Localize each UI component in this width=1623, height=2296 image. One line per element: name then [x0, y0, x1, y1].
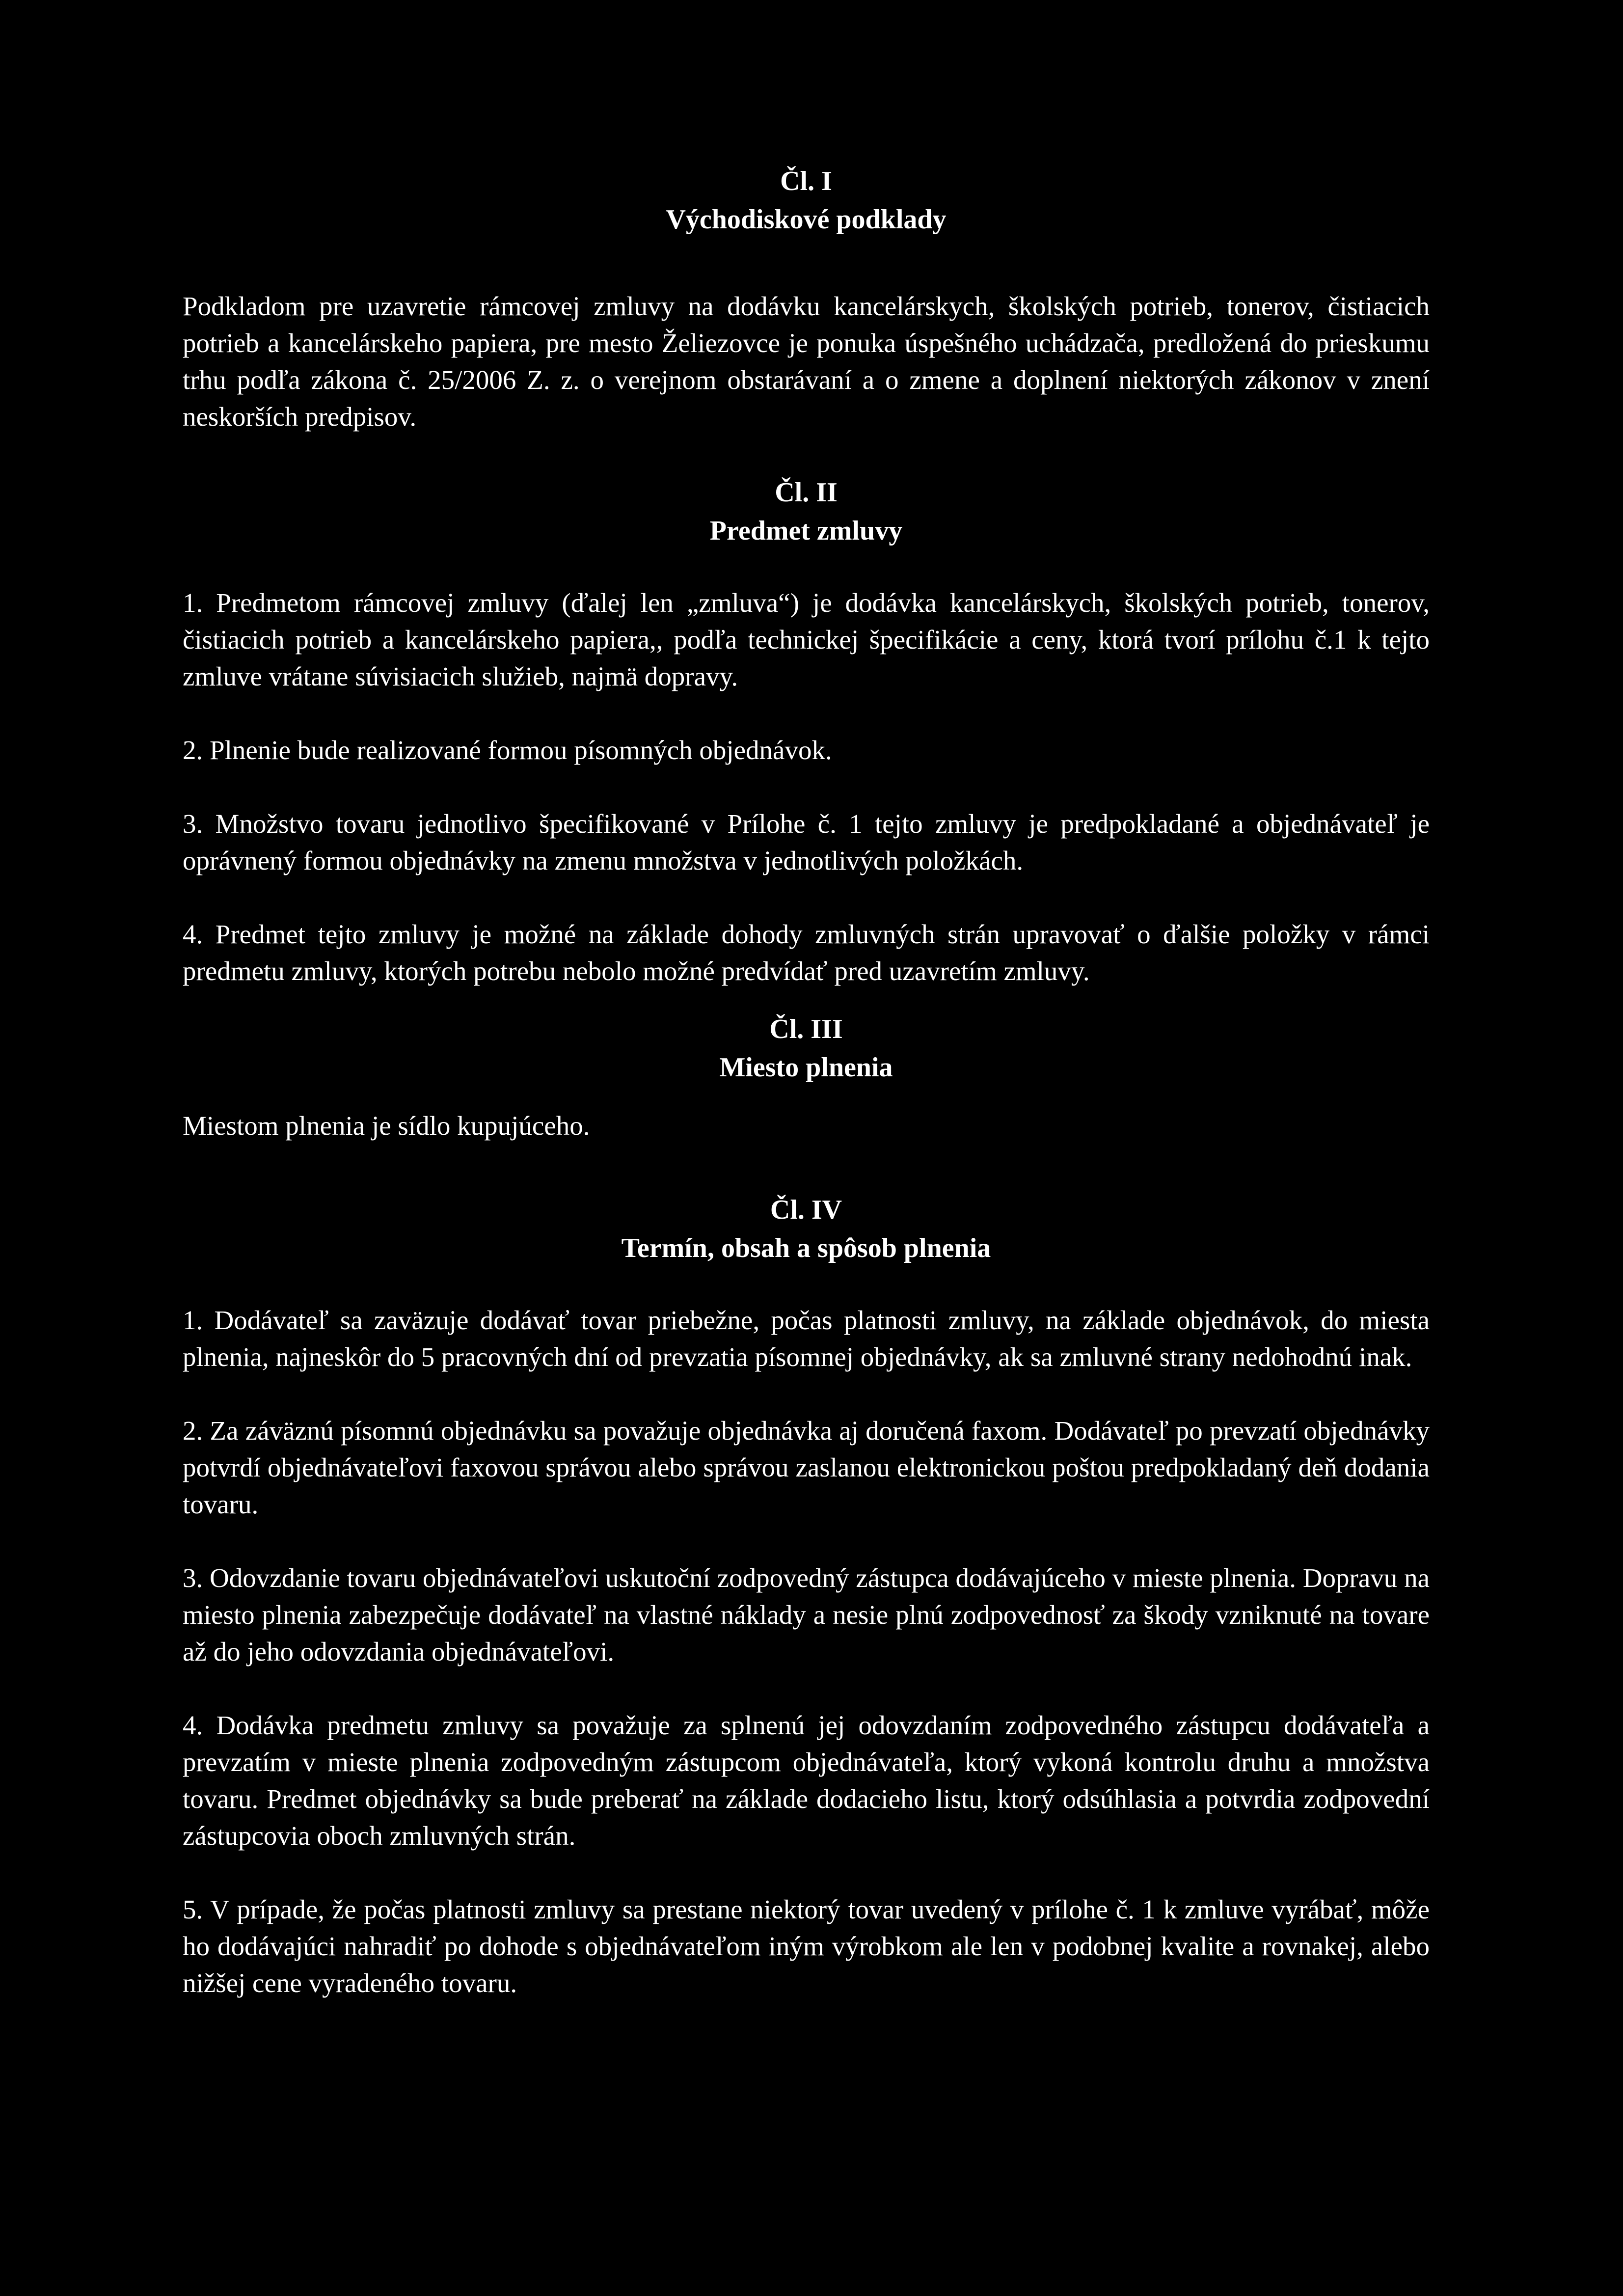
section-number: Čl. IV	[770, 1195, 842, 1225]
paragraph: 3. Množstvo tovaru jednotlivo špecifikované v Prílohe č. 1 tejto zmluvy je predpokladané a objednávateľ je oprávnený formou objednávky na zmenu množstva v jednotlivých položkách.	[183, 809, 1430, 875]
paragraph: Podkladom pre uzavretie rámcovej zmluvy na dodávku kancelárskych, školských potrieb, tonerov, čistiacich potrieb a kancelárskeho papiera, pre mesto Želiezovce je ponuka úspešného uchádzača, predložená do prieskumu trhu podľa zákona č. 25/2006 Z. z. o verejnom obstarávaní a o zmene a doplnení niektorých zákonov v znení neskorších predpisov.	[183, 291, 1430, 432]
paragraph: 5. V prípade, že počas platnosti zmluvy sa prestane niektorý tovar uvedený v prílohe č. 1 k zmluve vyrábať, môže ho dodávajúci nahradiť po dohode s objednávateľom iným výrobkom ale len v podobnej kvalite a rovnakej, alebo nižšej cene vyradeného tovaru.	[183, 1894, 1430, 1998]
section-heading-1	[183, 162, 1430, 239]
section-number: Čl. II	[775, 477, 838, 508]
paragraph: 4. Dodávka predmetu zmluvy sa považuje za splnenú jej odovzdaním zodpovedného zástupcu dodávateľa a prevzatím v mieste plnenia zodpovedným zástupcom objednávateľa, ktorý vykoná kontrolu druhu a množstva tovaru. Predmet objednávky sa bude preberať na základe dodacieho listu, ktorý odsúhlasia a potvrdia zodpovední zástupcovia oboch zmluvných strán.	[183, 1710, 1430, 1851]
document-page	[183, 162, 1430, 2001]
section-title: Predmet zmluvy	[709, 516, 903, 546]
paragraph: 4. Predmet tejto zmluvy je možné na základe dohody zmluvných strán upravovať o ďalšie položky v rámci predmetu zmluvy, ktorých potrebu nebolo možné predvídať pred uzavretím zmluvy.	[183, 919, 1430, 986]
section-heading-4	[183, 1191, 1430, 1267]
section-heading-2	[183, 473, 1430, 550]
section-title: Miesto plnenia	[719, 1052, 893, 1083]
paragraph: 3. Odovzdanie tovaru objednávateľovi uskutoční zodpovedný zástupca dodávajúceho v mieste plnenia. Dopravu na miesto plnenia zabezpečuje dodávateľ na vlastné náklady a nesie plnú zodpovednosť za škody vzniknuté na tovare až do jeho odovzdania objednávateľovi.	[183, 1563, 1430, 1667]
section-number: Čl. I	[780, 166, 832, 196]
paragraph: 2. Plnenie bude realizované formou písomných objednávok.	[183, 735, 832, 765]
paragraph: 1. Dodávateľ sa zaväzuje dodávať tovar priebežne, počas platnosti zmluvy, na základe objednávok, do miesta plnenia, najneskôr do 5 pracovných dní od prevzatia písomnej objednávky, ak sa zmluvné strany nedohodnú inak.	[183, 1305, 1430, 1372]
section-heading-3	[183, 1010, 1430, 1087]
paragraph: Miestom plnenia je sídlo kupujúceho.	[183, 1111, 590, 1141]
paragraph: 1. Predmetom rámcovej zmluvy (ďalej len „zmluva“) je dodávka kancelárskych, školských potrieb, tonerov, čistiacich potrieb a kancelárskeho papiera,, podľa technickej špecifikácie a ceny, ktorá tvorí prílohu č.1 k tejto zmluve vrátane súvisiacich služieb, najmä dopravy.	[183, 588, 1430, 691]
paragraph: 2. Za záväznú písomnú objednávku sa považuje objednávka aj doručená faxom. Dodávateľ po prevzatí objednávky potvrdí objednávateľovi faxovou správou alebo správou zaslanou elektronickou poštou predpokladaný deň dodania tovaru.	[183, 1416, 1430, 1519]
section-number: Čl. III	[769, 1014, 843, 1044]
section-title: Východiskové podklady	[666, 204, 947, 235]
section-title: Termín, obsah a spôsob plnenia	[621, 1233, 991, 1263]
